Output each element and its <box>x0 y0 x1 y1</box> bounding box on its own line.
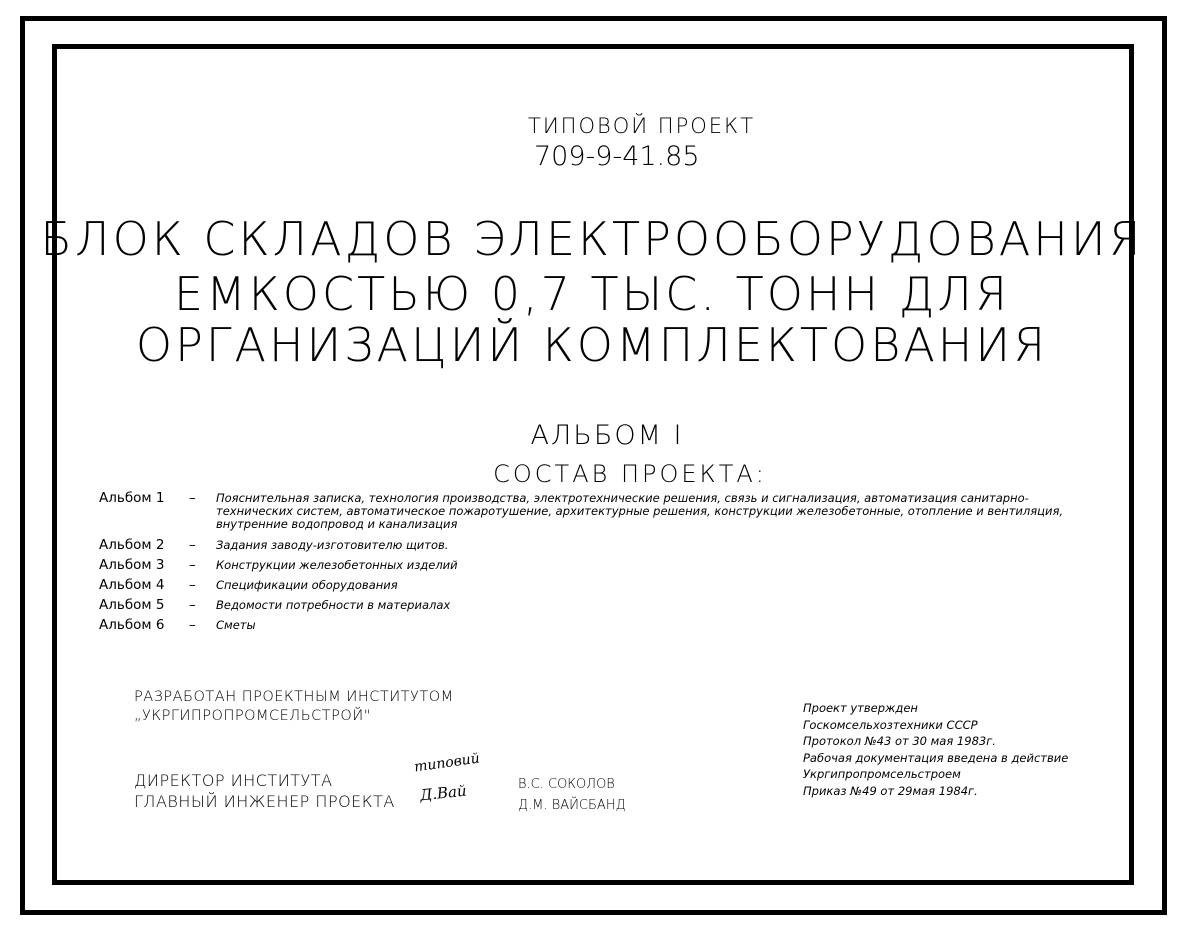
album-name: Альбом 6 <box>99 617 165 633</box>
developer-line-1: РАЗРАБОТАН ПРОЕКТНЫМ ИНСТИТУТОМ <box>134 689 454 705</box>
role-director: ДИРЕКТОР ИНСТИТУТА <box>134 771 333 790</box>
title-line-3: ОРГАНИЗАЦИЙ КОМПЛЕКТОВАНИЯ <box>135 318 1049 372</box>
approval-line-4: Рабочая документация введена в действие <box>803 750 1069 765</box>
album-description: Ведомости потребности в материалах <box>216 598 451 612</box>
approval-line-3: Протокол №43 от 30 мая 1983г. <box>803 734 996 748</box>
signature-director: типовий <box>413 750 481 776</box>
composition-title: СОСТАВ ПРОЕКТА: <box>493 460 767 488</box>
title-line-1: БЛОК СКЛАДОВ ЭЛЕКТРООБОРУДОВАНИЯ <box>40 212 1144 266</box>
album-name: Альбом 5 <box>99 597 165 613</box>
roles-block <box>134 770 395 812</box>
approval-line-1: Проект утвержден <box>803 701 918 715</box>
album-description: Пояснительная записка, технология производства, электротехнические решения, связь и сигнализация, автоматизация санитарно-технических систем, автоматическое пожаротушение, архитектурные решения, конструкции железобетонные, отопление и вентиляция, внутренние водопровод и канализация <box>216 491 1064 531</box>
dash: – <box>189 617 196 633</box>
role-chief-engineer: ГЛАВНЫЙ ИНЖЕНЕР ПРОЕКТА <box>134 792 395 811</box>
album-name: Альбом 1 <box>99 490 165 506</box>
approval-block <box>803 700 1068 799</box>
developer-line-2: „УКРГИПРОПРОМСЕЛЬСТРОЙ" <box>134 708 371 724</box>
approval-line-5: Укргипропромсельстроем <box>803 767 961 781</box>
dash: – <box>189 537 196 553</box>
name-chief-engineer: Д.М. ВАЙСБАНД <box>518 798 626 813</box>
album-title: АЛЬБОМ I <box>530 420 684 451</box>
album-name: Альбом 3 <box>99 557 165 573</box>
album-description: Спецификации оборудования <box>216 578 398 592</box>
dash: – <box>189 597 196 613</box>
album-name: Альбом 2 <box>99 537 165 553</box>
approval-line-6: Приказ №49 от 29мая 1984г. <box>803 783 978 798</box>
dash: – <box>189 577 196 593</box>
developer-block <box>134 688 454 726</box>
approval-line-2: Госкомсельхозтехники СССР <box>803 717 978 732</box>
name-director: В.С. СОКОЛОВ <box>518 777 615 792</box>
album-description: Конструкции железобетонных изделий <box>216 558 458 572</box>
album-name: Альбом 4 <box>99 577 165 593</box>
names-block <box>518 774 626 816</box>
title-line-2: ЕМКОСТЬЮ 0,7 ТЫС. ТОНН ДЛЯ <box>174 267 1010 321</box>
album-description: Сметы <box>216 618 256 632</box>
signature-chief-engineer: Д.Вай <box>419 781 468 805</box>
dash: – <box>189 490 196 506</box>
dash: – <box>189 557 196 573</box>
project-label: ТИПОВОЙ ПРОЕКТ <box>528 114 756 138</box>
project-number: 709-9-41.85 <box>534 141 700 172</box>
album-description: Задания заводу-изготовителю щитов. <box>216 538 449 552</box>
